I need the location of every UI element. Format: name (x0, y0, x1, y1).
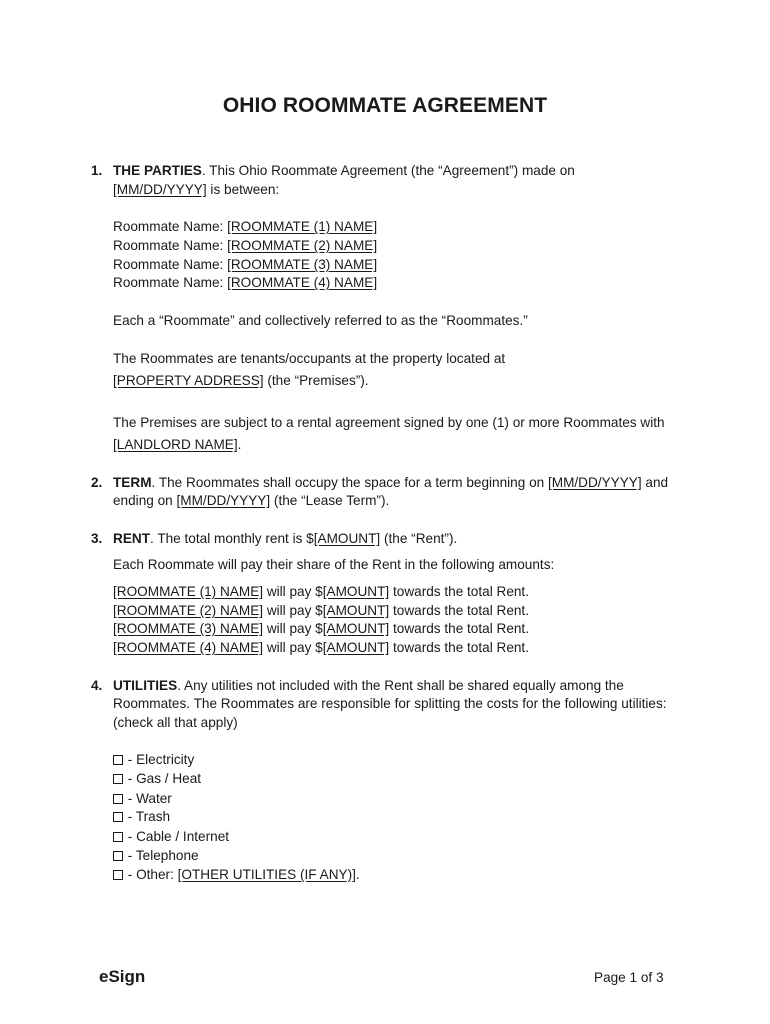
utility-item-trash (113, 808, 170, 825)
utilities-heading: UTILITIES (113, 678, 178, 693)
utilities-line-1 (113, 677, 624, 694)
towards-text: towards the total Rent. (389, 584, 529, 599)
section-number-3: 3. (91, 531, 103, 546)
rental-text: The Premises are subject to a rental agreement signed by one (1) or more Roommates with (113, 415, 665, 430)
page-number: Page 1 of 3 (594, 970, 664, 985)
utility-label: - Other: (124, 867, 178, 882)
utility-item-telephone (113, 847, 199, 864)
rent-roommate-1-field[interactable]: [ROOMMATE (1) NAME] (113, 584, 264, 599)
utilities-text: . Any utilities not included with the Rent shall be shared equally among the (177, 678, 624, 693)
cable-internet-checkbox[interactable] (113, 832, 123, 842)
roommate-1-name-field[interactable]: [ROOMMATE (1) NAME] (227, 219, 378, 234)
roommate-name-line-2 (113, 237, 377, 254)
other-checkbox[interactable] (113, 870, 123, 880)
utility-item-other (113, 866, 360, 883)
term-text-4: (the “Lease Term”). (270, 493, 390, 508)
trash-checkbox[interactable] (113, 812, 123, 822)
rent-row-1 (113, 583, 529, 600)
parties-text: . This Ohio Roommate Agreement (the “Agreement”) made on (201, 163, 575, 178)
landlord-period: . (237, 437, 242, 452)
agreement-date-field[interactable]: [MM/DD/YYYY] (113, 182, 207, 197)
document-title: OHIO ROOMMATE AGREEMENT (222, 94, 548, 117)
roommate-3-name-field[interactable]: [ROOMMATE (3) NAME] (227, 257, 378, 272)
landlord-name-field[interactable]: [LANDLORD NAME] (113, 437, 238, 452)
utility-item-cable (113, 828, 229, 845)
rent-text-2: (the “Rent”). (380, 531, 458, 546)
collective-definition: Each a “Roommate” and collectively referred to as the “Roommates.” (113, 313, 528, 328)
electricity-checkbox[interactable] (113, 755, 123, 765)
term-end-date-field[interactable]: [MM/DD/YYYY] (176, 493, 271, 508)
utility-label: - Water (124, 791, 172, 806)
roommate-4-name-field[interactable]: [ROOMMATE (4) NAME] (227, 275, 378, 290)
rent-amount-2-field[interactable]: [AMOUNT] (322, 603, 390, 618)
roommate-label: Roommate Name: (113, 257, 228, 272)
rent-roommate-2-field[interactable]: [ROOMMATE (2) NAME] (113, 603, 264, 618)
rent-row-3 (113, 620, 529, 637)
utility-label: - Telephone (124, 848, 199, 863)
rent-amount-3-field[interactable]: [AMOUNT] (322, 621, 390, 636)
esign-logo: eSign (99, 967, 146, 986)
roommate-name-line-4 (113, 274, 377, 291)
rent-heading: RENT (113, 531, 151, 546)
term-start-date-field[interactable]: [MM/DD/YYYY] (547, 475, 642, 490)
utility-label: - Trash (124, 809, 171, 824)
towards-text: towards the total Rent. (389, 621, 529, 636)
property-address-field[interactable]: [PROPERTY ADDRESS] (113, 373, 264, 388)
rent-line-1 (113, 530, 457, 547)
rent-row-2 (113, 602, 529, 619)
section-number-2: 2. (91, 475, 103, 490)
rent-amount-field[interactable]: [AMOUNT] (313, 531, 381, 546)
section-number-1: 1. (91, 163, 103, 178)
parties-text-2: is between: (206, 182, 280, 197)
property-text: The Roommates are tenants/occupants at the property located at (113, 351, 506, 366)
premises-text: (the “Premises”). (263, 373, 369, 388)
rent-share-text: Each Roommate will pay their share of the Rent in the following amounts: (113, 557, 555, 572)
term-line-1 (113, 474, 668, 491)
towards-text: towards the total Rent. (389, 640, 529, 655)
term-line-2 (113, 492, 389, 509)
roommate-2-name-field[interactable]: [ROOMMATE (2) NAME] (227, 238, 378, 253)
telephone-checkbox[interactable] (113, 851, 123, 861)
utilities-line-2: Roommates. The Roommates are responsible for splitting the costs for the following utilities: (113, 696, 667, 711)
will-pay-text: will pay $ (263, 603, 323, 618)
gas-heat-checkbox[interactable] (113, 774, 123, 784)
parties-heading: THE PARTIES (113, 163, 202, 178)
utility-item-water (113, 790, 172, 807)
rent-text: . The total monthly rent is $ (150, 531, 314, 546)
term-text: . The Roommates shall occupy the space for a term beginning on (151, 475, 548, 490)
roommate-label: Roommate Name: (113, 238, 228, 253)
roommate-label: Roommate Name: (113, 219, 228, 234)
will-pay-text: will pay $ (263, 584, 323, 599)
roommate-label: Roommate Name: (113, 275, 228, 290)
roommate-name-line-3 (113, 256, 377, 273)
rent-amount-1-field[interactable]: [AMOUNT] (322, 584, 390, 599)
towards-text: towards the total Rent. (389, 603, 529, 618)
parties-line-1 (113, 162, 575, 179)
utility-label: - Cable / Internet (124, 829, 230, 844)
will-pay-text: will pay $ (263, 640, 323, 655)
water-checkbox[interactable] (113, 794, 123, 804)
roommate-name-line-1 (113, 218, 377, 235)
utility-item-gas (113, 770, 201, 787)
will-pay-text: will pay $ (263, 621, 323, 636)
utility-label: - Electricity (124, 752, 195, 767)
other-utilities-field[interactable]: [OTHER UTILITIES (IF ANY)] (177, 867, 356, 882)
utility-item-electricity (113, 751, 194, 768)
parties-line-2 (113, 181, 279, 198)
rent-roommate-4-field[interactable]: [ROOMMATE (4) NAME] (113, 640, 264, 655)
landlord-line (113, 436, 241, 453)
term-text-3: ending on (113, 493, 177, 508)
rent-amount-4-field[interactable]: [AMOUNT] (322, 640, 390, 655)
property-line (113, 372, 369, 389)
utility-label: - Gas / Heat (124, 771, 202, 786)
section-number-4: 4. (91, 678, 103, 693)
term-text-2: and (641, 475, 669, 490)
utilities-line-3: (check all that apply) (113, 715, 238, 730)
rent-roommate-3-field[interactable]: [ROOMMATE (3) NAME] (113, 621, 264, 636)
term-heading: TERM (113, 475, 152, 490)
other-period: . (355, 867, 360, 882)
rent-row-4 (113, 639, 529, 656)
